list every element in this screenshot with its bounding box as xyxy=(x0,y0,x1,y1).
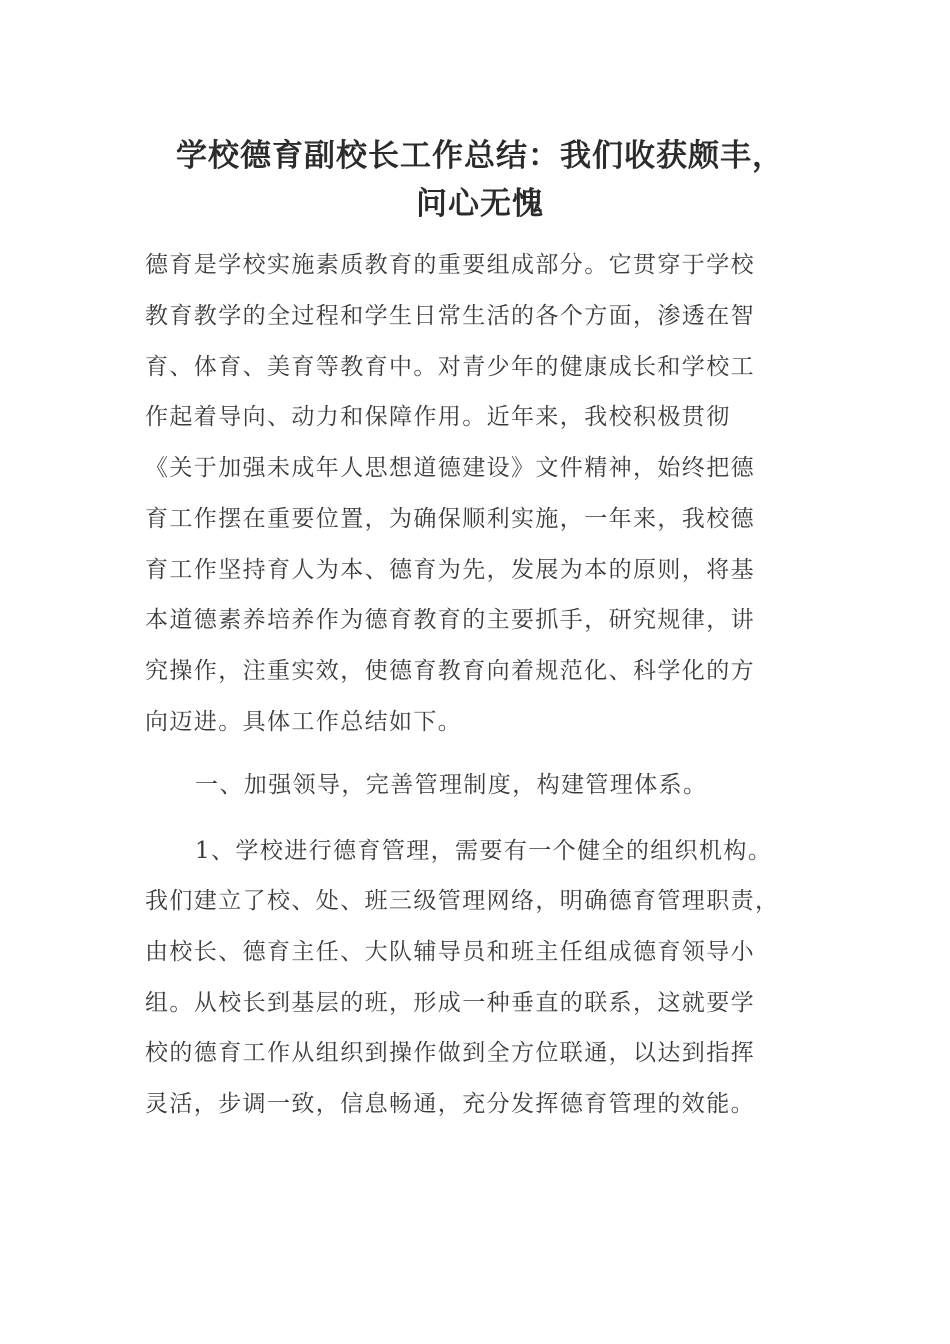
document-title-line-1: 学校德育副校长工作总结：我们收获颇丰， xyxy=(176,138,784,174)
paragraph-line: 由校长、德育主任、大队辅导员和班主任组成德育领导小 xyxy=(145,939,755,965)
paragraph-line: 灵活，步调一致，信息畅通，充分发挥德育管理的效能。 xyxy=(145,1091,755,1117)
paragraph-line: 育工作摆在重要位置，为确保顺利实施，一年来，我校德 xyxy=(145,506,755,532)
paragraph-line: 德育是学校实施素质教育的重要组成部分。它贯穿于学校 xyxy=(145,252,755,278)
paragraph-line: 我们建立了校、处、班三级管理网络，明确德育管理职责， xyxy=(145,888,780,914)
paragraph-line: 组。从校长到基层的班，形成一种垂直的联系，这就要学 xyxy=(145,990,755,1016)
paragraph-line: 《关于加强未成年人思想道德建设》文件精神，始终把德 xyxy=(145,455,755,481)
paragraph-line: 1、学校进行德育管理，需要有一个健全的组织机构。 xyxy=(195,838,773,864)
paragraph-line: 教育教学的全过程和学生日常生活的各个方面，渗透在智 xyxy=(145,303,755,329)
paragraph-line: 育工作坚持育人为本、德育为先，发展为本的原则，将基 xyxy=(145,557,755,583)
paragraph-line: 本道德素养培养作为德育教育的主要抓手，研究规律，讲 xyxy=(145,607,755,633)
paragraph-line: 作起着导向、动力和保障作用。近年来，我校积极贯彻 xyxy=(145,404,731,430)
paragraph-line: 校的德育工作从组织到操作做到全方位联通，以达到指挥 xyxy=(145,1040,755,1066)
paragraph-line: 育、体育、美育等教育中。对青少年的健康成长和学校工 xyxy=(145,354,755,380)
section-heading-1: 一、加强领导，完善管理制度，构建管理体系。 xyxy=(195,772,708,798)
paragraph-line: 究操作，注重实效，使德育教育向着规范化、科学化的方 xyxy=(145,658,755,684)
document-title-line-2: 问心无愧 xyxy=(416,186,544,222)
paragraph-line: 向迈进。具体工作总结如下。 xyxy=(145,709,463,735)
